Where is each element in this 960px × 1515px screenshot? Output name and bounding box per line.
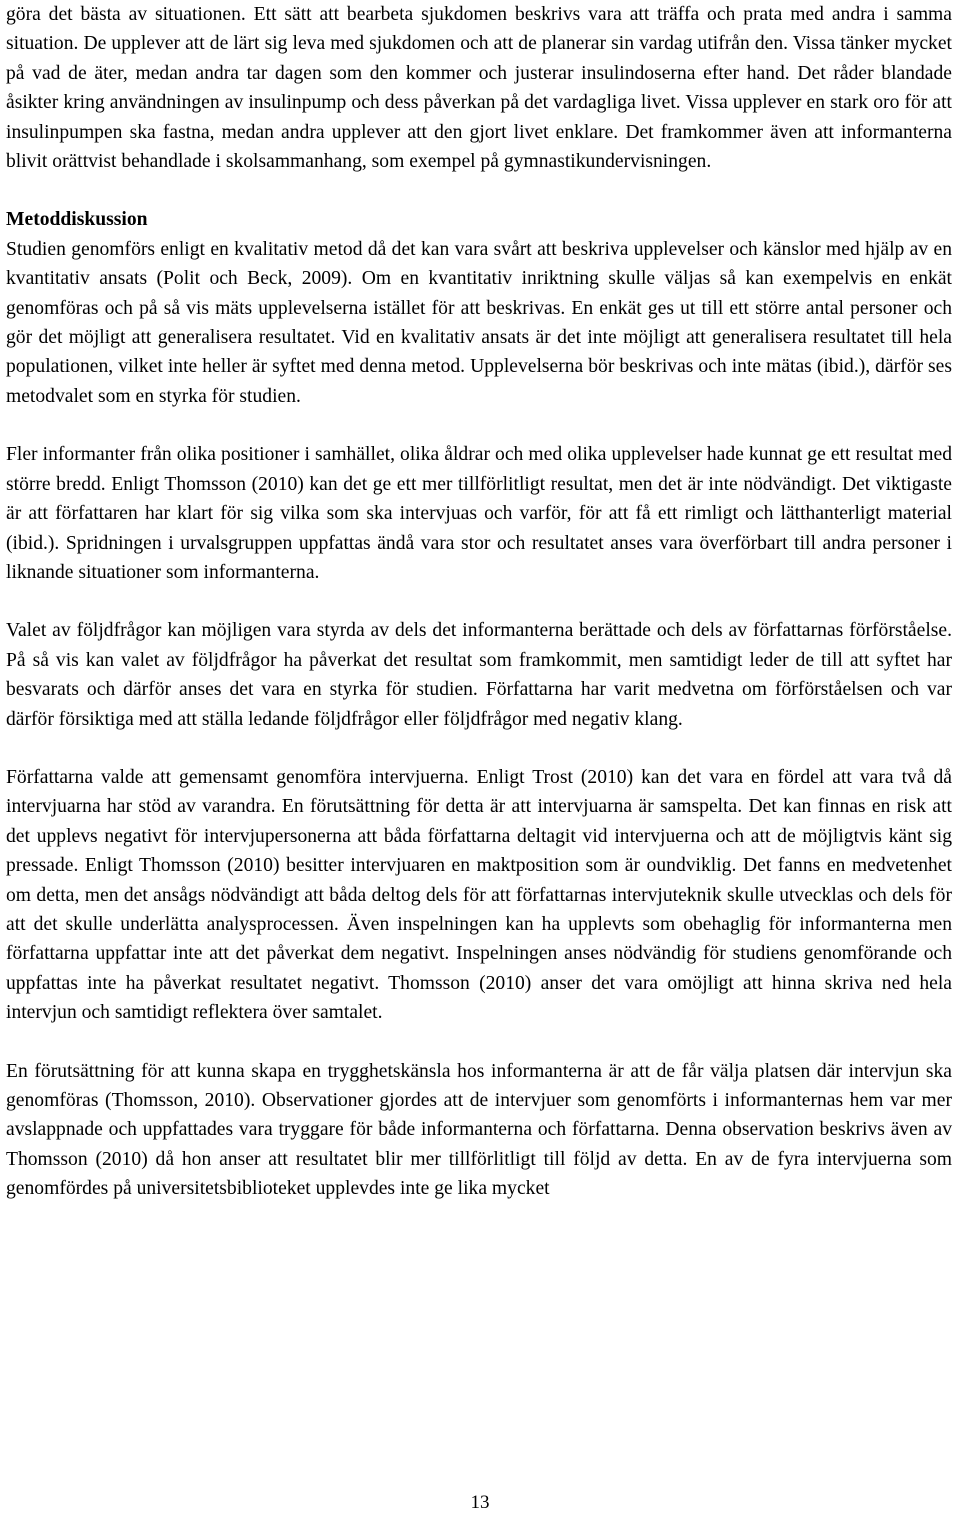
document-page bbox=[6, 0, 952, 1204]
body-paragraph-1: Studien genomförs enligt en kvalitativ metod då det kan vara svårt att beskriva upplevelser och känslor med hjälp av en kvantitativ ansats (Polit och Beck, 2009). Om en kvantitativ inriktning skulle väljas så kan exempelvis en enkät genomföras och på så vis mäts upplevelserna istället för att beskrivas. En enkät ges ut till ett större antal personer och gör det möjligt att generalisera resultatet. Vid en kvalitativ ansats är det inte möjligt att generalisera resultatet till hela populationen, vilket inte heller är syftet med denna metod. Upplevelserna bör beskrivas och inte mätas (ibid.), därför ses metodvalet som en styrka för studien. bbox=[6, 238, 952, 407]
page-number: 13 bbox=[470, 1492, 490, 1513]
intro-paragraph: göra det bästa av situationen. Ett sätt att bearbeta sjukdomen beskrivs vara att träffa och prata med andra i samma situation. De upplever att de lärt sig leva med sjukdomen och att de planerar sin vardag utifrån den. Vissa tänker mycket på vad de äter, medan andra tar dagen som den kommer och justerar insulindoserna efter hand. Det råder blandade åsikter kring användningen av insulinpump och dess påverkan på det vardagliga livet. Vissa upplever en stark oro för att insulinpumpen ska fastna, medan andra upplever att den gjort livet enklare. Det framkommer även att informanterna blivit orättvist behandlade i skolsammanhang, som exempel på gymnastikundervisningen. bbox=[6, 4, 952, 173]
body-paragraph-5: En förutsättning för att kunna skapa en trygghetskänsla hos informanterna är att de får välja platsen där intervjun ska genomföras (Thomsson, 2010). Observationer gjordes att de intervjuer som genomförts i informanternas hem var mer avslappnade och uppfattades vara tryggare för både informanterna och författarna. Denna observation beskrivs även av Thomsson (2010) då hon anser att resultatet blir mer tillförlitligt till följd av detta. En av de fyra intervjuerna som genomfördes på universitetsbiblioteket upplevdes inte ge lika mycket bbox=[6, 1060, 952, 1200]
body-paragraph-4: Författarna valde att gemensamt genomföra intervjuerna. Enligt Trost (2010) kan det vara en fördel att vara två då intervjuarna har stöd av varandra. En förutsättning för detta är att intervjuarna är samspelta. Det kan finnas en risk att det upplevs negativt för intervjupersonerna att båda författarna deltagit vid intervjuerna och att de möjligtvis känt sig pressade. Enligt Thomsson (2010) besitter intervjuaren en maktposition som är oundviklig. Det fanns en medvetenhet om detta, men det ansågs nödvändigt att båda deltog dels för att författarnas intervjuteknik skulle utvecklas och dels för att det skulle underlätta analysprocessen. Även inspelningen kan ha upplevts som obehaglig för informanterna men författarna uppfattar inte att det påverkat dem negativt. Inspelningen anses nödvändig för studiens genomförande och uppfattas inte ha påverkat resultatet negativt. Thomsson (2010) anser det vara omöjligt att hinna skriva ned hela intervjun och samtidigt reflektera över samtalet. bbox=[6, 766, 952, 1024]
section-heading: Metoddiskussion bbox=[6, 209, 148, 231]
body-paragraph-2: Fler informanter från olika positioner i samhället, olika åldrar och med olika upplevelser hade kunnat ge ett resultat med större bredd. Enligt Thomsson (2010) kan det ge ett mer tillförlitligt resultat, men det är inte nödvändigt. Det viktigaste är att författaren har klart för sig vilka som ska intervjuas och varför, för att få ett rimligt och lätthanterligt material (ibid.). Spridningen i urvalsgruppen uppfattas ändå vara stor och resultatet anses vara överförbart till andra personer i liknande situationer som informanterna. bbox=[6, 444, 952, 583]
body-paragraph-3: Valet av följdfrågor kan möjligen vara styrda av dels det informanterna berättade och dels av författarnas förförståelse. På så vis kan valet av följdfrågor ha påverkat det resultat som framkommit, men samtidigt leder de till att syftet har besvarats och därför anses det vara en styrka för studien. Författarna har varit medvetna om förförståelsen och var därför försiktiga med att ställa ledande följdfrågor eller följdfrågor med negativ klang. bbox=[6, 620, 952, 730]
